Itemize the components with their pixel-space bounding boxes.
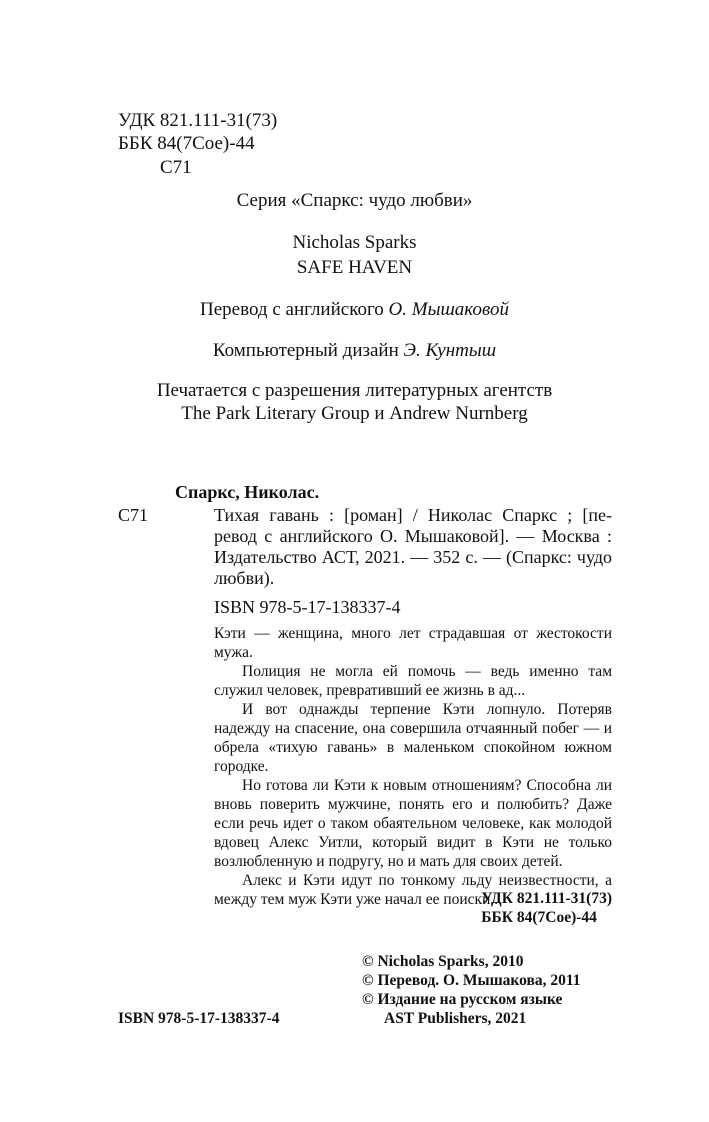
catalog-line: любви). xyxy=(214,568,275,588)
copyright-line: AST Publishers, 2021 xyxy=(384,1010,527,1027)
copyright-block xyxy=(362,952,581,1028)
footer-bbk: ББК 84(7Сое)-44 xyxy=(481,909,597,926)
designer-name: Э. Кунтыш xyxy=(403,340,497,361)
isbn-bottom: ISBN 978-5-17-138337-4 xyxy=(118,1010,280,1027)
footer-classification xyxy=(481,889,612,927)
bbk-code: ББК 84(7Сое)-44 xyxy=(118,133,255,154)
translator-name: О. Мышаковой xyxy=(388,299,509,320)
annotation-paragraph: Кэти — женщина, много лет страдавшая от жестокости мужа. xyxy=(214,625,612,661)
annotation-paragraph: И вот однажды терпение Кэти лопнуло. Потеряв надежду на спасение, она совершила отчаянный побег — и обрела «тихую гавань» в маленьком спокойном южном городке. xyxy=(214,701,612,775)
catalog-line: Тихая гавань : [роман] / Николас Спаркс ; [пе- xyxy=(214,505,612,525)
annotation-paragraph: Полиция не могла ей помочь — ведь именно там служил человек, превративший ее жизнь в ад... xyxy=(214,663,612,699)
design-label: Компьютерный дизайн xyxy=(212,340,404,361)
original-title: SAFE HAVEN xyxy=(296,257,413,278)
series-name: Серия «Спаркс: чудо любви» xyxy=(236,190,473,211)
copyright-line: © Перевод. О. Мышакова, 2011 xyxy=(362,972,581,989)
translation-label: Перевод с английского xyxy=(200,299,389,320)
catalog-description xyxy=(214,505,612,589)
design-credit xyxy=(0,340,709,362)
footer-udk: УДК 821.111-31(73) xyxy=(481,890,612,907)
permission-line-2: The Park Literary Group и Andrew Nurnberg xyxy=(181,403,528,424)
catalog-line: Издательство АСТ, 2021. — 352 с. — (Спаркс: чудо xyxy=(214,547,612,567)
copyright-line: © Nicholas Sparks, 2010 xyxy=(362,953,524,970)
catalog-isbn: ISBN 978-5-17-138337-4 xyxy=(214,597,401,617)
author-sign-code: С71 xyxy=(160,157,192,178)
catalog-line: ревод с английского О. Мышаковой]. — Москва : xyxy=(214,526,612,546)
annotation-paragraph: Но готова ли Кэти к новым отношениям? Способна ли вновь поверить мужчине, понять его и полюбить? Даже если речь идет о таком обаятельном человеке, как молодой вдовец Алекс Уитли, который видит в Кэти не только возлюбленную и подругу, но и мать для своих детей. xyxy=(214,777,612,870)
permission-line-1: Печатается с разрешения литературных агентств xyxy=(156,380,553,401)
udk-code: УДК 821.111-31(73) xyxy=(118,110,278,131)
catalog-author-heading: Спаркс, Николас. xyxy=(175,482,320,502)
original-author: Nicholas Sparks xyxy=(292,232,417,253)
catalog-code: С71 xyxy=(118,505,149,525)
copyright-line: © Издание на русском языке xyxy=(362,991,563,1008)
annotation-paragraph: Алекс и Кэти идут по тонкому льду неизвестности, а между тем муж Кэти уже начал ее поиски... xyxy=(214,872,612,908)
annotation xyxy=(214,624,612,909)
translation-credit xyxy=(0,299,709,321)
